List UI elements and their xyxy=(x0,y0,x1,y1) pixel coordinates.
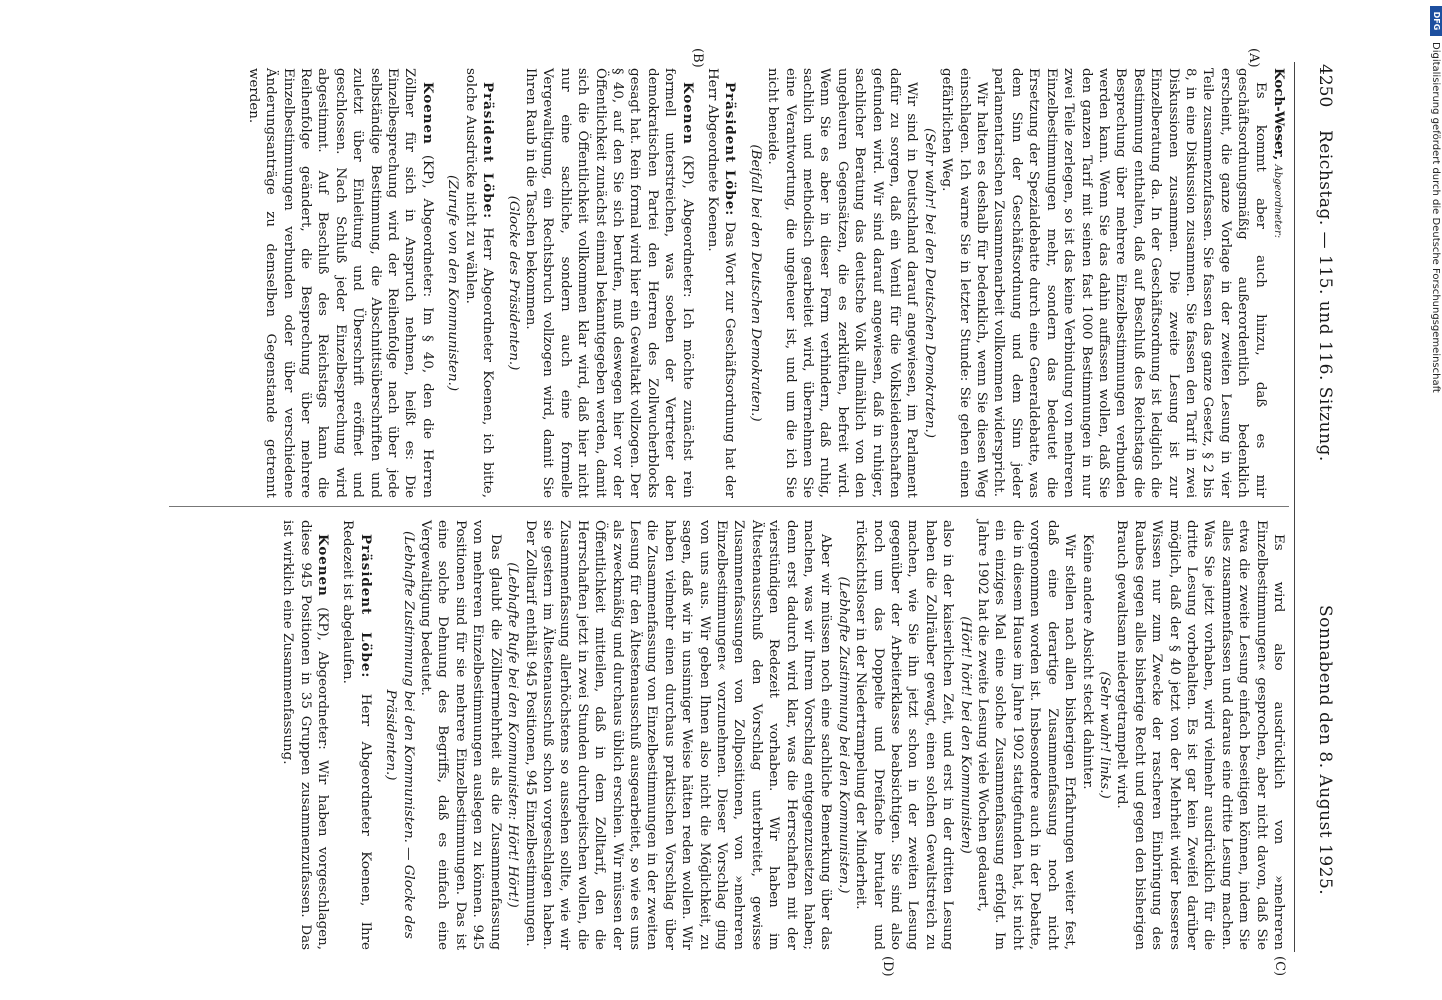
margin-marker-c: (C) xyxy=(1272,956,1287,977)
speaker-role: Abgeordneter: xyxy=(1272,164,1283,239)
left-column xyxy=(244,68,1287,498)
speaker-name: Präsident Löbe: xyxy=(480,82,497,220)
header-rule xyxy=(1294,62,1295,952)
interjection: (Beifall bei den Deutschen Demokraten.) xyxy=(747,144,763,422)
speech-text: Das Wort zur Geschäftsordnung hat der Herr Abgeordnete Koenen. xyxy=(705,68,738,498)
paragraph: Das glaubt die Zöllnermehrheit als die Zusammenfassung von mehreren Einzelbestimmungen auslegen zu können. 945 Positionen sind für sie mehrere Einzelbestimmungen. Das ist eine solche Dehnung des Begriffs, daß es einfach eine Vergewaltigung bedeutet. xyxy=(418,520,503,950)
paragraph xyxy=(339,520,374,950)
speaker-name: Koch-Weser, xyxy=(1271,68,1287,161)
speech-text: Herr Abgeordneter Koenen, Ihre Redezeit ist abgelaufen. xyxy=(340,520,373,950)
paragraph: Wir sind in Deutschland darauf angewiesen, im Parlament dafür zu sorgen, daß ein Ventil für die Volksleidenschaften gefunden wird. Wir sind darauf angewiesen, daß in ruhiger, sachlicher Beratung das deutsche Volk allmählich von den ungeheuren Gegensätzen, die es zerklüften, befreit wird. Wenn Sie es aber in dieser Form verhindern, daß ruhig, sachlich und methodisch gearbeitet wird, übernehmen Sie eine Verantwortung, die ungeheuer ist, und um die ich Sie nicht beneide. xyxy=(765,68,920,498)
header-title: Reichstag. — 115. und 116. Sitzung. xyxy=(1315,130,1335,462)
speaker-name: Koenen xyxy=(419,82,436,145)
paragraph: Es kommt aber auch hinzu, daß es mir geschäftsordnungsmäßig außerordentlich bedenklich erscheint, die ganze Vorlage in der zweiten Lesung in vier Teile zusammenzufassen. Sie fassen das ganze Gesetz, § 2 bis 8, in eine Diskussion zusammen. Sie fassen den Tarif in zwei Diskussionen zusammen. Die zweite Lesung ist zur Einzelberatung da. In der Geschäftsordnung ist lediglich die Bestimmung enthalten, daß auf Beschluß des Reichstags die Besprechung über mehrere Einzelbestimmungen verbunden werden kann. Wenn Sie das dahin auffassen wollen, daß Sie den ganzen Tarif mit seinen fast 1000 Bestimmungen in nur zwei Teile zerlegen, so ist das keine Verbindung von mehreren Einzelbestimmungen mehr, sondern das bedeutet die Ersetzung der Spezialdebatte durch eine Generaldebatte, was dem Sinn der Geschäftsordnung und dem Sinn jeder parlamentarischen Zusammenarbeit vollkommen widerspricht. xyxy=(991,68,1268,498)
paragraph xyxy=(522,68,696,498)
speaker-line xyxy=(1269,68,1287,498)
speaker-name: Koenen xyxy=(679,82,696,145)
header-date: Sonnabend den 8. August 1925. xyxy=(1315,605,1335,896)
paragraph: also in der kaiserlichen Zeit, und erst in der dritten Lesung haben die Zollräuber gewagt, einen solchen Gewaltstreich zu machen, wie Sie ihn jetzt schon in der zweiten Lesung gegenüber der Arbeiterklasse beabsichtigen. Sie sind also noch um das Doppelte und Dreifache brutaler und rücksichtsloser in der Niedertrampelung der Minderheit. xyxy=(853,520,956,950)
paragraph xyxy=(461,68,496,498)
speech-text: (KP), Abgeordneter: Im § 40, den die Herren Zöllner für sich in Anspruch nehmen, heißt es: Die Einzelbesprechung wird der Reihenfolge nach über jede selbständige Bestimmung, die Abschnittsüberschriften und zuletzt über Einleitung und Überschrift eröffnet und geschlossen. Nach Schluß jeder Einzelbesprechung wird abgestimmt. Auf Beschluß des Reichstags kann die Reihenfolge geändert, die Besprechung über mehrere Einzelbestimmungen verbunden oder über verschiedene Änderungsanträge zu demselben Gegenstande getrennt werden. xyxy=(245,68,435,498)
margin-marker-d: (D) xyxy=(880,956,895,977)
credit-text: Digitalisierung gefördert durch die Deutsche Forschungsgemeinschaft xyxy=(1430,42,1441,393)
paragraph xyxy=(704,68,739,498)
paragraph: Wir halten es deshalb für bedenklich, wenn Sie diesen Weg einschlagen. Ich warne Sie in letzter Stunde: Sie gehen einen gefährlichen Weg. xyxy=(939,68,990,498)
interjection: (Lebhafte Zustimmung bei den Kommunisten. — Glocke des Präsidenten.) xyxy=(383,531,416,939)
interjection: (Lebhafte Rufe bei den Kommunisten: Hört! Hört!) xyxy=(505,562,521,908)
paragraph: Aber wir müssen noch eine sachliche Bemerkung über das machen, was wir Ihrem Vorschlag entgegenzusetzen haben; denn erst dadurch wird klar, was die Herrschaften mit der vierstündigen Redezeit vorhaben. Wir haben im Ältestenausschuß den Vorschlag unterbreitet, gewisse Zusammenfassungen von Zollpositionen, von »mehreren Einzelbestimmungen« vorzunehmen. Dieser Vorschlag ging von uns aus. Wir geben Ihnen also nicht die Möglichkeit, zu sagen, daß wir in unsinniger Weise hätten reden wollen. Wir haben vielmehr einen durchaus praktischen Vorschlag über die Zusammenfassung von Einzelbestimmungen in der zweiten Lesung für den Ältestenausschuß ausgearbeitet, so wie es uns als zweckmäßig und durchaus üblich erschien. Wir müssen der Öffentlichkeit mitteilen, daß in dem Zolltarif, den die Herrschaften jetzt in zwei Stunden durchpeitschen wollen, die Zusammenfassung allerhöchstens so aussehen sollte, wie wir sie gestern im Ältestenausschuß schon vorgeschlagen haben. Der Zolltarif enthält 945 Positionen, 945 Einzelbestimmungen. xyxy=(522,520,834,950)
right-column xyxy=(279,520,1287,950)
document-page xyxy=(135,48,1335,977)
interjection: (Glocke des Präsidenten.) xyxy=(505,195,521,371)
speech-text: Herr Abgeordneter Koenen, ich bitte, solche Ausdrücke nicht zu wählen. xyxy=(462,68,496,498)
paragraph xyxy=(279,520,331,950)
paragraph: Es wird also ausdrücklich von »mehreren Einzelbestimmungen« gesprochen, aber nicht davon, daß Sie etwa die zweite Lesung einfach beseitigen können, indem Sie alles zusammenfassen und daraus eine dritte Lesung machen. Was Sie jetzt vorhaben, wird vielmehr ausdrücklich für die dritte Lesung vorbehalten. Es ist gar kein Zweifel darüber möglich, daß der § 40 jetzt von der Mehrheit wider besseres Wissen nur zum Zwecke der rascheren Einbringung des Raubes gegen alles bisherige Recht und gegen den bisherigen Brauch gewaltsam niedergetrampelt wird. xyxy=(1114,520,1286,950)
paragraph: Keine andere Absicht steckt dahinter. xyxy=(1079,534,1095,790)
paragraph: Wir stellen nach allen bisherigen Erfahrungen weiter fest, daß eine derartige Zusammenfassung noch nicht vorgenommen worden ist. Insbesondere auch in der Debatte, die in diesem Hause im Jahre 1902 stattgefunden hat, ist nicht ein einziges Mal eine solche Zusammenfassung erfolgt. Im Jahre 1902 hat die zweite Lesung viele Wochen gedauert, xyxy=(975,520,1078,950)
dfg-logo: DFG xyxy=(1430,6,1442,36)
page-number: 4250 xyxy=(1315,64,1335,108)
interjection: (Hört! hört! bei den Kommunisten) xyxy=(957,616,973,854)
speaker-name: Präsident Löbe: xyxy=(357,534,374,679)
speech-text: (KP), Abgeordneter: Ich möchte zunächst rein formell unterstreichen, was soeben der Vertreter der demokratischen Partei den Herren des Zollwucherblocks gesagt hat. Rein formal wird hier ein Gewaltakt vollzogen. Der § 40, auf den Sie sich berufen, muß deswegen hier vor der Öffentlichkeit zunächst einmal bekanntgegeben werden, damit sich die Öffentlichkeit vollkommen klar wird, daß hier nicht nur eine sachliche, sondern auch eine formelle Vergewaltigung, ein Rechtsbruch vollzogen wird, damit Sie Ihren Raub in die Taschen bekommen. xyxy=(522,68,695,498)
interjection: (Lebhafte Zustimmung bei den Kommunisten.) xyxy=(835,576,851,894)
speaker-name: Präsident Löbe: xyxy=(722,82,739,217)
running-header xyxy=(1311,50,1335,965)
credit-line xyxy=(1416,6,1442,996)
interjection: (Sehr wahr! bei den Deutschen Demokraten.) xyxy=(921,128,937,438)
interjection: (Sehr wahr! links.) xyxy=(1096,671,1112,799)
interjection: (Zurufe von den Kommunisten.) xyxy=(445,174,461,392)
margin-marker-b: (B) xyxy=(690,48,705,68)
margin-marker-a: (A) xyxy=(1246,48,1261,68)
column-divider xyxy=(169,506,1289,507)
speaker-name: Koenen xyxy=(315,534,332,597)
paragraph xyxy=(244,68,435,498)
digitization-credit xyxy=(1416,6,1442,996)
speech-text: (KP), Abgeordneter: Wir haben vorgeschlagen, diese 945 Positionen in 35 Gruppen zusammenzufassen. Das ist wirklich eine Zusammenfassung. xyxy=(280,520,331,950)
